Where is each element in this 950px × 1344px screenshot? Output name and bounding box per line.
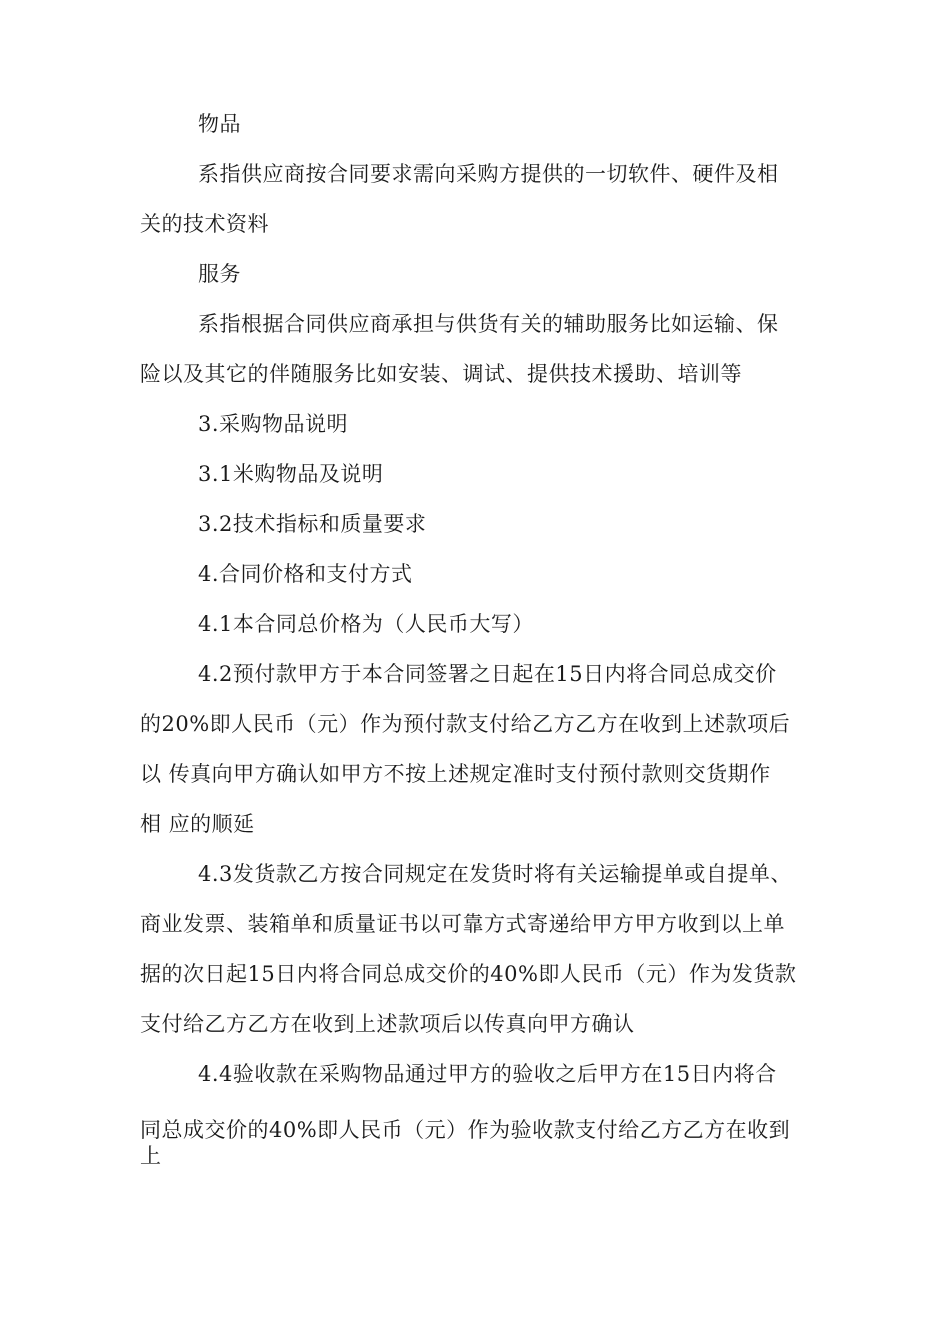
section-heading-3-2: 3.2技术指标和质量要求 — [198, 512, 427, 536]
paragraph-line: 商业发票、装箱单和质量证书以可靠方式寄递给甲方甲方收到以上单 — [140, 912, 785, 936]
paragraph-heading-service: 服务 — [198, 262, 241, 286]
paragraph-line: 系指根据合同供应商承担与供货有关的辅助服务比如运输、保 — [198, 312, 779, 336]
paragraph-line: 系指供应商按合同要求需向采购方提供的一切软件、硬件及相 — [198, 162, 779, 186]
paragraph-heading-goods: 物品 — [198, 112, 241, 136]
paragraph-line: 关的技术资料 — [140, 212, 269, 236]
paragraph-line: 据的次日起15日内将合同总成交价的40%即人民币（元）作为发货款 — [140, 962, 797, 986]
paragraph-line: 险以及其它的伴随服务比如安装、调试、提供技术援助、培训等 — [140, 362, 742, 386]
paragraph-line: 同总成交价的40%即人民币（元）作为验收款支付给乙方乙方在收到 — [140, 1118, 791, 1142]
clause-4-2: 4.2预付款甲方于本合同签署之日起在15日内将合同总成交价 — [198, 662, 777, 686]
paragraph-line: 以 传真向甲方确认如甲方不按上述规定准时支付预付款则交货期作 — [140, 762, 771, 786]
paragraph-line: 的20%即人民币（元）作为预付款支付给乙方乙方在收到上述款项后 — [140, 712, 791, 736]
section-heading-4: 4.合同价格和支付方式 — [198, 562, 413, 586]
paragraph-line: 上 — [140, 1144, 162, 1168]
section-heading-3-1: 3.1米购物品及说明 — [198, 462, 384, 486]
section-heading-3: 3.采购物品说明 — [198, 412, 349, 436]
clause-4-1: 4.1本合同总价格为（人民币大写） — [198, 612, 534, 636]
paragraph-line: 相 应的顺延 — [140, 812, 255, 836]
clause-4-3: 4.3发货款乙方按合同规定在发货时将有关运输提单或自提单、 — [198, 862, 792, 886]
clause-4-4: 4.4验收款在采购物品通过甲方的验收之后甲方在15日内将合 — [198, 1062, 777, 1086]
paragraph-line: 支付给乙方乙方在收到上述款项后以传真向甲方确认 — [140, 1012, 635, 1036]
